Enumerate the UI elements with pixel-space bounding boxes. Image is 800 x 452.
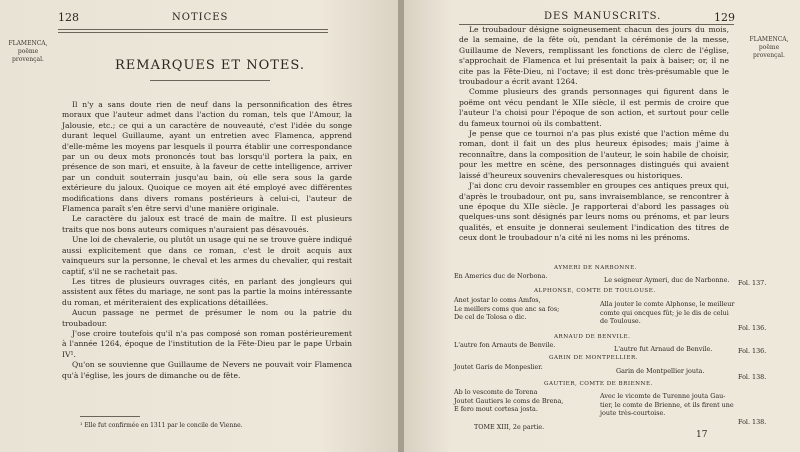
- verse-heading: GAUTIER, COMTE DE BRIENNE.: [544, 381, 653, 387]
- footnote-rule: [80, 416, 140, 417]
- right-side-note: FLAMENCA, poëme provençal.: [749, 36, 789, 59]
- verse-original: Anet jostar lo coms Amfos, Le meillers coms que anc sa fos; De cel de Tolosa o dic.: [454, 296, 560, 322]
- paragraph: Une loi de chevalerie, ou plutôt un usage qui ne se trouve guère indiqué aussi explicitement que dans ce roman, c'est le droit acquis aux vainqueurs sur la personne, le cheval et les armes du chevalier, qui restait captif, s'il ne se rachetait pas.: [62, 235, 352, 276]
- verse-heading: AYMERI DE NARBONNE.: [554, 265, 637, 271]
- title-rule: [150, 80, 270, 81]
- paragraph: Les titres de plusieurs ouvrages cités, en parlant des jongleurs qui assistent aux fêtes du mariage, ne sont pas la partie la moins intéressante du roman, et mériteraient des explications détaillées.: [62, 276, 352, 307]
- folio-reference: Fol. 137.: [738, 279, 767, 287]
- paragraph: Comme plusieurs des grands personnages qui figurent dans le poëme ont vécu pendant le XIIe siècle, il est permis de croire que l'auteur l'a choisi pour l'époque de son action, et surtout pour celle du fameux tournoi où ils combattent.: [459, 87, 729, 128]
- folio-reference: Fol. 136.: [738, 324, 767, 332]
- right-page: [404, 0, 800, 452]
- verse-heading: ARNAUD DE BENVILE.: [554, 334, 631, 340]
- folio-reference: Fol. 136.: [738, 347, 767, 355]
- verse-original: Joutet Garis de Monpeslier.: [454, 363, 543, 371]
- left-header-rule: [58, 29, 328, 30]
- verse-translation: Avec le vicomte de Turenne jouta Gau- tier, le comte de Brienne, et ils firent une joute très-courtoise.: [600, 392, 734, 418]
- paragraph: J'ai donc cru devoir rassembler en groupes ces antiques preux qui, d'après le troubadour, ont pu, sans invraisemblance, se rencontrer à une époque du XIIe siècle. Je rapporterai d'abord les passages où quelques-uns sont désignés par leurs noms ou prénoms, et par leurs qualités, et ensuite je donnerai seulement l'indication des titres de ceux dont le troubadour n'a cité ni les noms ni les prénoms.: [459, 181, 729, 243]
- left-running-head: NOTICES: [172, 12, 229, 23]
- paragraph: Il n'y a sans doute rien de neuf dans la personnification des êtres moraux que l'auteur admet dans l'action du roman, tels que l'Amour, la Jalousie, etc.; ce qui a un caractère de nouveauté, c'est l'idée du songe durant lequel Guillaume, ayant un entretien avec Flamenca, apprend d'elle-même les moyens par lesquels il pourra établir une correspondance par un ou deux mots prononcés tout bas lorsqu'il portera la paix, en présence de son mari, et ensuite, à la faveur de cette intelligence, arriver par un conduit souterrain jusqu'au bain, où elle sera sous la garde extérieure du jaloux. Quoique ce moyen ait été employé avec différentes modifications dans divers romans postérieurs à celui-ci, l'auteur de Flamenca paraît s'en être servi d'une manière originale.: [62, 100, 352, 214]
- paragraph: Je pense que ce tournoi n'a pas plus existé que l'action même du roman, dont il fait un des plus heureux épisodes; mais j'aime à reconnaître, dans la composition de l'auteur, le soin habile de choisir, pour les mettre en scène, des personnages distingués qui avaient laissé d'heureux souvenirs chevaleresques ou historiques.: [459, 129, 729, 180]
- left-page-number: 128: [58, 11, 79, 24]
- verse-original: En Americs duc de Norbona.: [454, 272, 548, 280]
- paragraph: J'ose croire toutefois qu'il n'a pas composé son roman postérieurement à l'année 1264, époque de l'institution de la Fête-Dieu par le pape Urbain IV¹.: [62, 328, 352, 359]
- verse-translation: Le seigneur Aymeri, duc de Narbonne.: [604, 276, 730, 284]
- verse-original: Ab lo vescomte de Torena Joutet Gautiers le coms de Brena, E fero mout cortesa jostа.: [454, 388, 564, 414]
- left-body-text: [62, 100, 352, 381]
- footnote: ¹ Elle fut confirmée en 1311 par le concile de Vienne.: [80, 422, 243, 429]
- verse-heading: GARIN DE MONTPELLIER.: [549, 355, 638, 361]
- section-title: REMARQUES ET NOTES.: [115, 58, 305, 73]
- left-side-note: FLAMENCA, poëme provençal.: [8, 40, 48, 63]
- signature-mark: TOME XIII, 2e partie.: [474, 423, 545, 431]
- paragraph: Aucun passage ne permet de présumer le nom ou la patrie du troubadour.: [62, 308, 352, 328]
- paragraph: Le caractère du jaloux est tracé de main de maître. Il est plusieurs traits que nos bons auteurs comiques n'auraient pas désavoués.: [62, 214, 352, 234]
- verse-translation: Alla jouter le comte Alphonse, le meilleur comte qui oncques fût; je le dis de celui de Toulouse.: [600, 300, 735, 326]
- paragraph: Le troubadour désigne soigneusement chacun des jours du mois, de la semaine, de la fête où, pendant la cérémonie de la messe, Guillaume de Nevers, remplissant les fonctions de clerc de l'église, s'approchait de Flamenca et lui présentait la paix à baiser; or, il ne cite pas la Fête-Dieu, ni l'octave; il est donc très-présumable que le troubadour a écrit avant 1264.: [459, 25, 729, 87]
- right-body-text: [459, 25, 729, 244]
- verse-heading: ALPHONSE, COMTE DE TOULOUSE.: [534, 288, 656, 294]
- paragraph: Qu'on se souvienne que Guillaume de Nevers ne pouvait voir Flamenca qu'à l'église, les jours de dimanche ou de fête.: [62, 360, 352, 380]
- verse-original: L'autre fon Arnauts de Benvile.: [454, 341, 556, 349]
- sheet-number: 17: [696, 430, 708, 440]
- left-header-rule-2: [58, 32, 328, 33]
- right-running-head: DES MANUSCRITS.: [544, 11, 662, 22]
- verse-translation: Garin de Montpellier jouta.: [616, 367, 705, 375]
- right-page-number: 129: [714, 11, 735, 24]
- verse-translation: L'autre fut Arnaud de Benvile.: [614, 345, 713, 353]
- folio-reference: Fol. 138.: [738, 373, 767, 381]
- folio-reference: Fol. 138.: [738, 418, 767, 426]
